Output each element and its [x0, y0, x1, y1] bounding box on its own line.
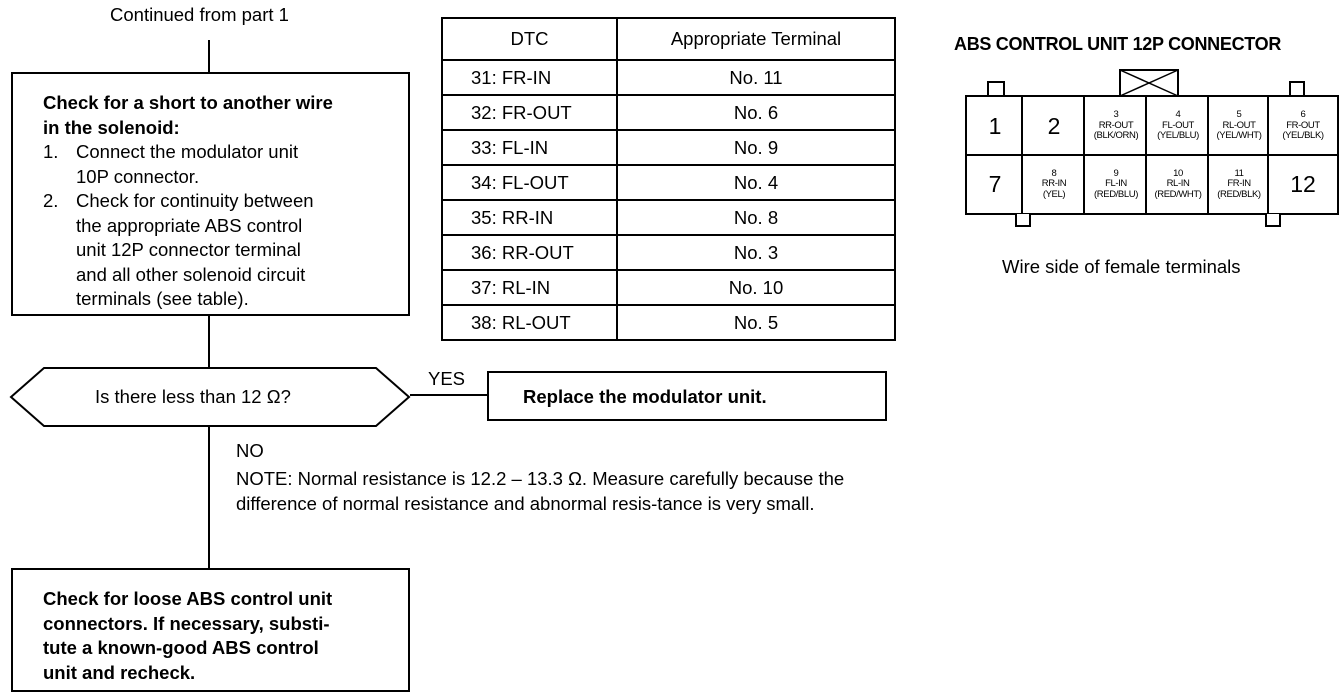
step-2-line: unit 12P connector terminal [76, 239, 301, 260]
terminal-number: No. 4 [617, 165, 895, 200]
terminal-signal: FR-IN [1227, 178, 1251, 190]
connector-title: ABS CONTROL UNIT 12P CONNECTOR [954, 34, 1282, 54]
terminal-signal: RL-OUT [1222, 119, 1256, 131]
terminal-wire-color: (YEL) [1042, 188, 1066, 200]
terminal-signal: FL-IN [1105, 178, 1127, 190]
terminal-wire-color: (RED/WHT) [1154, 188, 1202, 200]
terminal-11 [1210, 156, 1268, 213]
terminal-3 [1086, 97, 1146, 155]
terminal-wire-color: (BLK/ORN) [1093, 130, 1139, 142]
connector-line-mid [208, 316, 210, 368]
terminal-5 [1210, 97, 1268, 155]
step-1-line: 10P connector. [76, 165, 200, 187]
table-row [442, 270, 895, 305]
terminal-number: 9 [1113, 167, 1119, 179]
dtc-code: 35: RR-IN [442, 200, 617, 235]
check-loose-line: connectors. If necessary, substi- [43, 612, 330, 634]
step-2-line: and all other solenoid circuit [76, 263, 306, 285]
step-2 [43, 189, 408, 312]
dtc-code: 32: FR-OUT [442, 95, 617, 130]
terminal-8 [1024, 156, 1084, 213]
terminal-number: No. 11 [617, 60, 895, 95]
terminal-number: No. 5 [617, 305, 895, 340]
check-short-title-2: in the solenoid: [43, 116, 180, 138]
terminal-signal: RR-IN [1041, 178, 1067, 190]
table-row [442, 165, 895, 200]
terminal-number: 4 [1175, 109, 1181, 121]
terminal-signal: FR-OUT [1286, 119, 1320, 131]
check-loose-line: tute a known-good ABS control [43, 637, 319, 658]
dtc-code: 33: FL-IN [442, 130, 617, 165]
terminal-number: 11 [1234, 167, 1244, 179]
terminal-number: No. 9 [617, 130, 895, 165]
step-1-line: Connect the modulator unit [76, 141, 299, 162]
terminal-9 [1086, 156, 1146, 213]
terminal-number: 12 [1290, 171, 1316, 197]
table-row [442, 235, 895, 270]
yes-label: YES [428, 368, 466, 389]
terminal-number: No. 10 [617, 270, 895, 305]
table-row [442, 130, 895, 165]
terminal-number: 10 [1173, 167, 1183, 179]
terminal-6 [1270, 97, 1336, 155]
check-short-title-1: Check for a short to another wire [43, 92, 333, 113]
terminal-7 [968, 156, 1022, 213]
terminal-number: No. 8 [617, 200, 895, 235]
dtc-terminal-table [441, 17, 896, 341]
check-short-box [11, 72, 410, 316]
table-header-dtc: DTC [442, 18, 617, 60]
check-loose-line: unit and recheck. [43, 661, 196, 683]
step-2-line: terminals (see table). [76, 288, 249, 309]
dtc-code: 36: RR-OUT [442, 235, 617, 270]
dtc-code: 37: RL-IN [442, 270, 617, 305]
table-row [442, 200, 895, 235]
step-1-number: 1. [43, 141, 59, 162]
no-label: NO [236, 440, 264, 461]
connector-line-top [208, 40, 210, 72]
step-2-number: 2. [43, 190, 59, 211]
step-1 [43, 140, 408, 189]
terminal-number: 5 [1236, 109, 1242, 121]
terminal-number: 7 [988, 171, 1002, 197]
step-2-line: Check for continuity between [76, 190, 314, 211]
terminal-number: No. 6 [617, 95, 895, 130]
terminal-wire-color: (RED/BLK) [1217, 188, 1261, 200]
check-loose-line: Check for loose ABS control unit [43, 588, 333, 609]
connector-line-no [208, 426, 210, 568]
table-row [442, 305, 895, 340]
table-header-row [442, 18, 895, 60]
terminal-4 [1148, 97, 1208, 155]
terminal-1 [968, 97, 1022, 155]
dtc-code: 31: FR-IN [442, 60, 617, 95]
resistance-note: NOTE: Normal resistance is 12.2 – 13.3 Ω. Measure carefully because the difference of normal resistance and abnormal resis-tance is very small. [236, 468, 845, 514]
terminal-10 [1148, 156, 1208, 213]
terminal-signal: FL-OUT [1162, 119, 1194, 131]
replace-modulator-text: Replace the modulator unit. [523, 386, 767, 407]
dtc-code: 34: FL-OUT [442, 165, 617, 200]
terminal-number: No. 3 [617, 235, 895, 270]
terminal-number: 8 [1051, 167, 1057, 179]
table-row [442, 60, 895, 95]
check-short-steps [43, 140, 408, 312]
table-row [442, 95, 895, 130]
yes-connector-line [410, 394, 488, 396]
terminal-number: 1 [988, 112, 1002, 139]
step-2-line: the appropriate ABS control [76, 214, 303, 236]
terminal-wire-color: (YEL/BLK) [1282, 130, 1324, 142]
replace-modulator-box [487, 371, 887, 421]
terminal-number: 3 [1113, 109, 1119, 121]
terminal-signal: RR-OUT [1098, 119, 1134, 131]
terminal-wire-color: (YEL/WHT) [1216, 130, 1262, 142]
terminal-2 [1024, 97, 1084, 155]
terminal-signal: RL-IN [1166, 178, 1190, 190]
continued-label: Continued from part 1 [110, 4, 289, 25]
dtc-code: 38: RL-OUT [442, 305, 617, 340]
decision-question: Is there less than 12 Ω? [95, 386, 291, 407]
terminal-wire-color: (RED/BLU) [1094, 188, 1138, 200]
check-loose-connectors-box [11, 568, 410, 692]
terminal-number: 6 [1300, 109, 1306, 121]
terminal-number: 2 [1047, 112, 1061, 139]
terminal-12 [1270, 156, 1336, 213]
table-header-terminal: Appropriate Terminal [617, 18, 895, 60]
terminal-wire-color: (YEL/BLU) [1157, 130, 1199, 142]
connector-caption: Wire side of female terminals [1002, 256, 1241, 277]
